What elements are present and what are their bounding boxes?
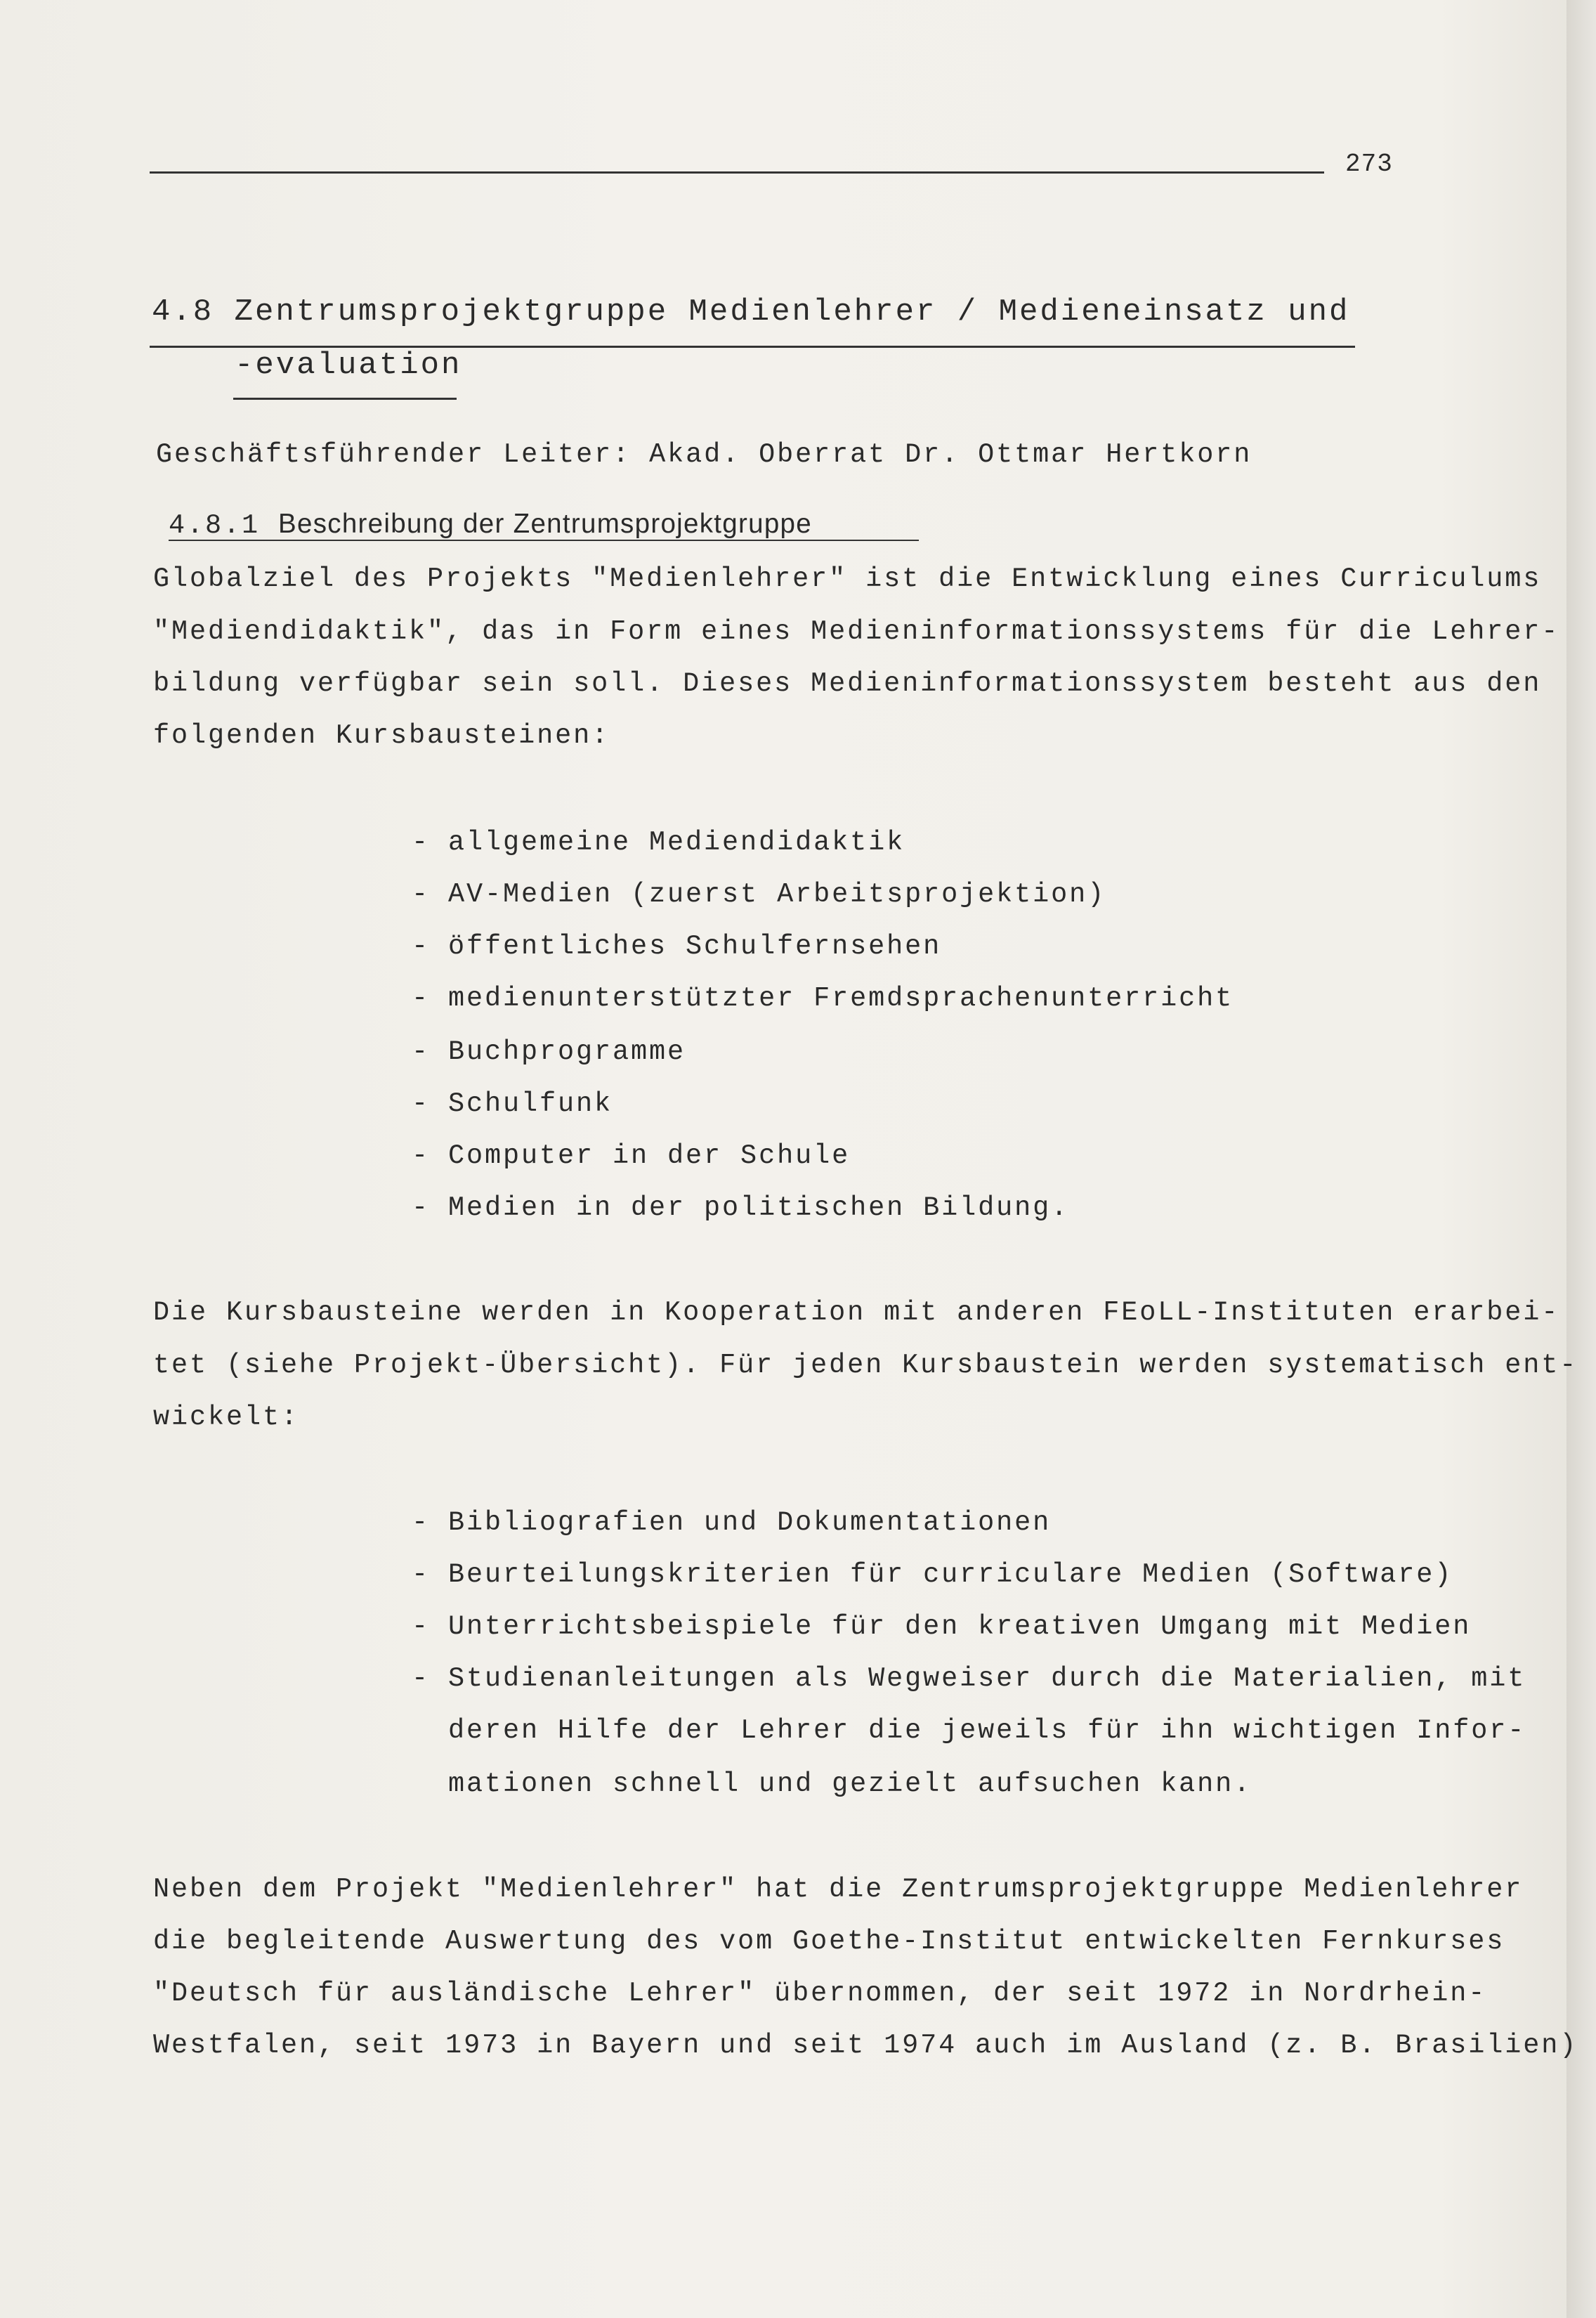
list-1-dash: - [412,983,429,1014]
section-title-line1: Zentrumsprojektgruppe Medienlehrer / Medieneinsatz und [234,294,1350,330]
subsection-number: 4.8.1 [169,510,261,541]
paragraph-3-line: die begleitende Auswertung des vom Goethe-Institut entwickelten Fernkurses [153,1926,1505,1957]
page-number: 273 [1345,150,1393,178]
paragraph-1-line: folgenden Kursbausteinen: [153,720,610,751]
list-1-item: Computer in der Schule [448,1140,851,1171]
list-2-item: Unterrichtsbeispiele für den kreativen Umgang mit Medien [448,1611,1472,1642]
list-1-dash: - [412,931,429,962]
paragraph-2-line: wickelt: [153,1402,300,1433]
list-1-item: AV-Medien (zuerst Arbeitsprojektion) [448,879,1106,910]
paragraph-2-line: tet (siehe Projekt-Übersicht). Für jeden Kursbaustein werden systematisch ent- [153,1350,1578,1381]
list-1-dash: - [412,1140,429,1171]
section-title-line2-underline [233,398,457,400]
list-1-item: medienunterstützter Fremdsprachenunterricht [448,983,1234,1014]
paragraph-3-line: Neben dem Projekt "Medienlehrer" hat die Zentrumsprojektgruppe Medienlehrer [153,1874,1524,1905]
list-1-dash: - [412,1192,429,1223]
list-1-dash: - [412,827,429,858]
list-2-item-continuation: deren Hilfe der Lehrer die jeweils für ihn wichtigen Infor- [448,1715,1526,1746]
subsection-heading-underline [169,540,919,541]
paragraph-1-line: bildung verfügbar sein soll. Dieses Medieninformationssystem besteht aus den [153,668,1542,699]
list-2-item-continuation: mationen schnell und gezielt aufsuchen kann. [448,1769,1252,1799]
paragraph-1-line: Globalziel des Projekts "Medienlehrer" ist die Entwicklung eines Curriculums [153,564,1542,594]
list-2-dash: - [412,1559,429,1590]
section-title-line2: -evaluation [235,348,462,383]
subsection-title: Beschreibung der Zentrumsprojektgruppe [278,509,812,539]
subsection-heading [169,511,812,540]
project-leader: Geschäftsführender Leiter: Akad. Oberrat Dr. Ottmar Hertkorn [156,439,1252,470]
paragraph-2-line: Die Kursbausteine werden in Kooperation mit anderen FEoLL-Instituten erarbei- [153,1297,1560,1328]
list-2-dash: - [412,1611,429,1642]
list-1-item: öffentliches Schulfernsehen [448,931,942,962]
list-1-dash: - [412,879,429,910]
list-1-item: allgemeine Mediendidaktik [448,827,905,858]
list-2-dash: - [412,1507,429,1538]
header-rule [150,171,1324,174]
section-heading-line1 [152,294,1350,330]
list-2-item: Studienanleitungen als Wegweiser durch die Materialien, mit [448,1663,1526,1694]
list-2-dash: - [412,1663,429,1694]
list-1-item: Schulfunk [448,1088,613,1119]
list-2-item: Beurteilungskriterien für curriculare Medien (Software) [448,1559,1453,1590]
page-edge-shadow [1566,0,1596,2318]
section-number: 4.8 [152,294,214,330]
list-1-item: Buchprogramme [448,1036,686,1067]
list-1-dash: - [412,1036,429,1067]
list-1-dash: - [412,1088,429,1119]
list-1-item: Medien in der politischen Bildung. [448,1192,1070,1223]
paragraph-3-line: Westfalen, seit 1973 in Bayern und seit 1974 auch im Ausland (z. B. Brasilien) [153,2030,1578,2061]
list-2-item: Bibliografien und Dokumentationen [448,1507,1052,1538]
paragraph-1-line: "Mediendidaktik", das in Form eines Medieninformationssystems für die Lehrer- [153,616,1560,647]
paragraph-3-line: "Deutsch für ausländische Lehrer" übernommen, der seit 1972 in Nordrhein- [153,1978,1487,2009]
